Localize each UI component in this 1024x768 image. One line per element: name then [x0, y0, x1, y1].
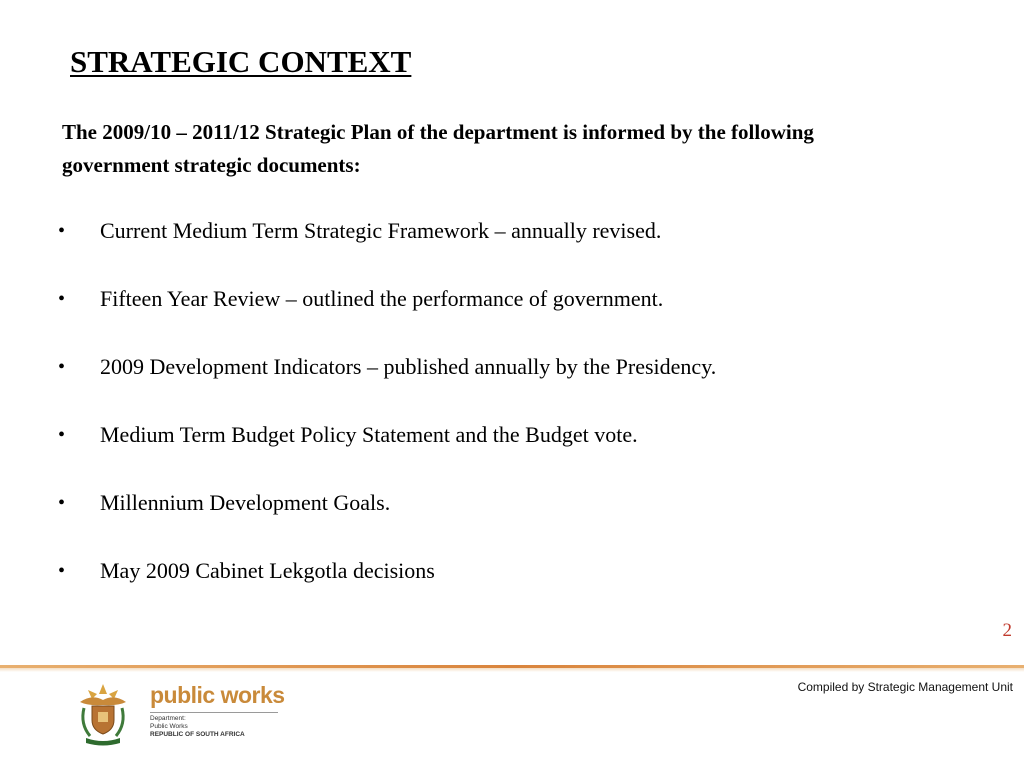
footer-divider-shadow [0, 668, 1024, 672]
bullet-icon: • [58, 424, 66, 446]
bullet-text: May 2009 Cabinet Lekgotla decisions [100, 558, 435, 583]
slide-title: STRATEGIC CONTEXT [70, 44, 412, 79]
brand-line-country: REPUBLIC OF SOUTH AFRICA [150, 731, 245, 738]
bullet-icon: • [58, 492, 66, 514]
intro-paragraph: The 2009/10 – 2011/12 Strategic Plan of the department is informed by the following government strategic documents: [62, 120, 814, 177]
bullet-icon: • [58, 356, 66, 378]
brand-subtitle [150, 715, 245, 739]
slide-number: 2 [1002, 620, 1012, 641]
bullet-icon: • [58, 560, 66, 582]
bullet-icon: • [58, 288, 66, 310]
bullet-text: 2009 Development Indicators – published annually by the Presidency. [100, 354, 717, 379]
compiled-by-note: Compiled by Strategic Management Unit [797, 680, 1013, 694]
brand-divider [150, 712, 278, 713]
bullet-icon: • [58, 220, 66, 242]
bullet-text: Medium Term Budget Policy Statement and the Budget vote. [100, 422, 638, 447]
bullet-text: Millennium Development Goals. [100, 490, 391, 515]
brand-line-name: Public Works [150, 723, 188, 730]
brand-line-department: Department: [150, 715, 186, 722]
brand-name: public works [150, 682, 285, 708]
coat-of-arms-icon [72, 680, 134, 748]
public-works-logo [72, 680, 287, 750]
bullet-text: Current Medium Term Strategic Framework – annually revised. [100, 218, 662, 243]
bullet-text: Fifteen Year Review – outlined the performance of government. [100, 286, 664, 311]
